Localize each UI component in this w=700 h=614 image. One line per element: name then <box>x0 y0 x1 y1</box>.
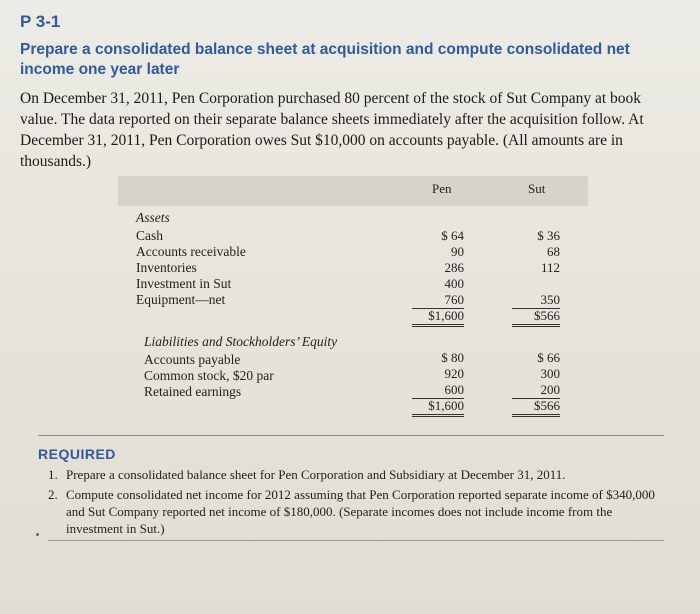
pen-payable: $ 80 <box>441 350 464 365</box>
sut-receivable: 68 <box>547 244 560 259</box>
sut-retained-earnings: 200 <box>512 382 560 399</box>
pen-retained-earnings: 600 <box>412 382 464 399</box>
pen-equipment: 760 <box>412 292 464 309</box>
pen-receivable: 90 <box>451 244 464 259</box>
problem-title: Prepare a consolidated balance sheet at acquisition and compute consolidated net income one year later <box>20 41 630 78</box>
liabilities-heading: Liabilities and Stockholders’ Equity <box>144 334 338 349</box>
asset-label-investment: Investment in Sut <box>136 276 232 291</box>
sut-equipment: 350 <box>512 292 560 309</box>
required-item-2-number: 2. <box>48 487 58 502</box>
assets-heading: Assets <box>136 210 170 225</box>
problem-intro: On December 31, 2011, Pen Corporation purchased 80 percent of the stock of Sut Company at book value. The data reported on their separate balance sheets immediately after the acquisition follow. At December 31, 2011, Pen Corporation owes Sut $10,000 on accounts payable. (All amounts are in thousands.) <box>20 90 644 170</box>
sut-common-stock: 300 <box>540 366 560 381</box>
required-item-2 <box>48 486 664 537</box>
bottom-rule <box>48 540 664 541</box>
section-divider <box>38 435 664 436</box>
pen-assets-total: $1,600 <box>412 308 464 327</box>
pen-common-stock: 920 <box>444 366 464 381</box>
pen-inventories: 286 <box>444 260 464 275</box>
pen-liab-total: $1,600 <box>412 398 464 417</box>
liab-label-payable: Accounts payable <box>144 352 241 367</box>
pen-cash: $ 64 <box>441 228 464 243</box>
column-header-pen: Pen <box>432 181 452 196</box>
required-item-1-text: Prepare a consolidated balance sheet for Pen Corporation and Subsidiary at December 31, 2011. <box>66 467 566 482</box>
table-header-band <box>118 176 588 206</box>
asset-label-equipment: Equipment—net <box>136 292 226 307</box>
required-item-1-number: 1. <box>48 467 58 482</box>
required-item-1 <box>48 466 648 483</box>
liab-label-retained-earnings: Retained earnings <box>144 384 242 399</box>
problem-number: P 3-1 <box>20 12 61 31</box>
sut-assets-total: $566 <box>512 308 560 327</box>
liab-label-common-stock: Common stock, $20 par <box>144 368 274 383</box>
asset-label-cash: Cash <box>136 228 163 243</box>
sut-cash: $ 36 <box>537 228 560 243</box>
asset-label-receivable: Accounts receivable <box>136 244 246 259</box>
column-header-sut: Sut <box>528 181 546 196</box>
required-heading: REQUIRED <box>38 446 116 462</box>
sut-liab-total: $566 <box>512 398 560 417</box>
required-item-2-text: Compute consolidated net income for 2012 assuming that Pen Corporation reported separate income of $340,000 and Sut Company reported net income of $180,000. (Separate incomes does not include income from the investment in Sut.) <box>66 487 655 536</box>
margin-mark <box>36 533 39 536</box>
sut-inventories: 112 <box>540 260 560 275</box>
sut-payable: $ 66 <box>537 350 560 365</box>
asset-label-inventories: Inventories <box>136 260 197 275</box>
pen-investment: 400 <box>444 276 464 291</box>
